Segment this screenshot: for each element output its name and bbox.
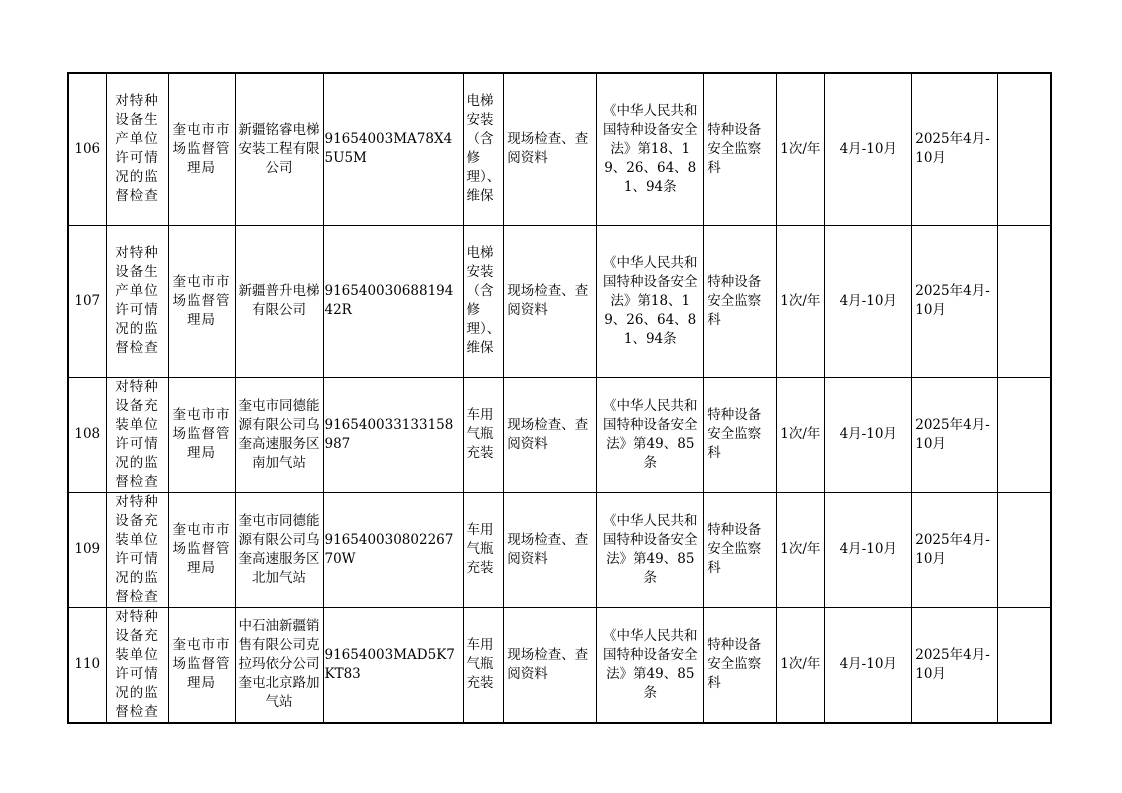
inspection-item: 对特种设备充装单位许可情况的监督检查: [106, 607, 168, 723]
business-type: 车用气瓶充装: [463, 377, 504, 492]
executing-unit: 特种设备安全监察科: [704, 377, 777, 492]
department: 奎屯市市场监督管理局: [168, 225, 235, 377]
credit-code: 91654003080226770W: [323, 492, 463, 607]
inspection-period: 4月-10月: [825, 225, 912, 377]
table-row: [68, 377, 1051, 492]
inspection-period: 4月-10月: [825, 73, 912, 225]
department: 奎屯市市场监督管理局: [168, 492, 235, 607]
inspection-item: 对特种设备充装单位许可情况的监督检查: [106, 492, 168, 607]
inspection-method: 现场检查、查阅资料: [504, 377, 597, 492]
executing-unit: 特种设备安全监察科: [704, 73, 777, 225]
inspection-method: 现场检查、查阅资料: [504, 492, 597, 607]
table-row: [68, 492, 1051, 607]
inspection-time: 2025年4月-10月: [912, 492, 998, 607]
remarks: [998, 607, 1051, 723]
company-name: 奎屯市同德能源有限公司乌奎高速服务区南加气站: [235, 377, 323, 492]
frequency: 1次/年: [777, 492, 825, 607]
remarks: [998, 377, 1051, 492]
inspection-time: 2025年4月-10月: [912, 607, 998, 723]
inspection-period: 4月-10月: [825, 377, 912, 492]
frequency: 1次/年: [777, 377, 825, 492]
table-row: [68, 607, 1051, 723]
frequency: 1次/年: [777, 225, 825, 377]
inspection-period: 4月-10月: [825, 607, 912, 723]
business-type: 车用气瓶充装: [463, 492, 504, 607]
inspection-time: 2025年4月-10月: [912, 225, 998, 377]
inspection-item: 对特种设备生产单位许可情况的监督检查: [106, 225, 168, 377]
table-row: [68, 73, 1051, 225]
row-number: 107: [68, 225, 106, 377]
inspection-item: 对特种设备充装单位许可情况的监督检查: [106, 377, 168, 492]
inspection-table: [67, 72, 1052, 724]
company-name: 中石油新疆销售有限公司克拉玛依分公司奎屯北京路加气站: [235, 607, 323, 723]
remarks: [998, 73, 1051, 225]
department: 奎屯市市场监督管理局: [168, 73, 235, 225]
legal-basis: 《中华人民共和国特种设备安全法》第18、19、26、64、81、94条: [597, 73, 704, 225]
company-name: 新疆铭睿电梯安装工程有限公司: [235, 73, 323, 225]
department: 奎屯市市场监督管理局: [168, 377, 235, 492]
legal-basis: 《中华人民共和国特种设备安全法》第18、19、26、64、81、94条: [597, 225, 704, 377]
inspection-period: 4月-10月: [825, 492, 912, 607]
legal-basis: 《中华人民共和国特种设备安全法》第49、85条: [597, 492, 704, 607]
company-name: 奎屯市同德能源有限公司乌奎高速服务区北加气站: [235, 492, 323, 607]
inspection-method: 现场检查、查阅资料: [504, 607, 597, 723]
credit-code: 91654003MA78X45U5M: [323, 73, 463, 225]
business-type: 车用气瓶充装: [463, 607, 504, 723]
executing-unit: 特种设备安全监察科: [704, 492, 777, 607]
business-type: 电梯安装（含修理）、维保: [463, 73, 504, 225]
remarks: [998, 492, 1051, 607]
inspection-item: 对特种设备生产单位许可情况的监督检查: [106, 73, 168, 225]
row-number: 110: [68, 607, 106, 723]
inspection-method: 现场检查、查阅资料: [504, 73, 597, 225]
company-name: 新疆普升电梯有限公司: [235, 225, 323, 377]
inspection-time: 2025年4月-10月: [912, 73, 998, 225]
frequency: 1次/年: [777, 73, 825, 225]
credit-code: 916540033133158987: [323, 377, 463, 492]
executing-unit: 特种设备安全监察科: [704, 607, 777, 723]
legal-basis: 《中华人民共和国特种设备安全法》第49、85条: [597, 607, 704, 723]
table-row: [68, 225, 1051, 377]
inspection-method: 现场检查、查阅资料: [504, 225, 597, 377]
row-number: 106: [68, 73, 106, 225]
executing-unit: 特种设备安全监察科: [704, 225, 777, 377]
inspection-time: 2025年4月-10月: [912, 377, 998, 492]
row-number: 108: [68, 377, 106, 492]
row-number: 109: [68, 492, 106, 607]
credit-code: 91654003068819442R: [323, 225, 463, 377]
business-type: 电梯安装（含修理）、维保: [463, 225, 504, 377]
credit-code: 91654003MAD5K7KT83: [323, 607, 463, 723]
frequency: 1次/年: [777, 607, 825, 723]
department: 奎屯市市场监督管理局: [168, 607, 235, 723]
remarks: [998, 225, 1051, 377]
legal-basis: 《中华人民共和国特种设备安全法》第49、85条: [597, 377, 704, 492]
